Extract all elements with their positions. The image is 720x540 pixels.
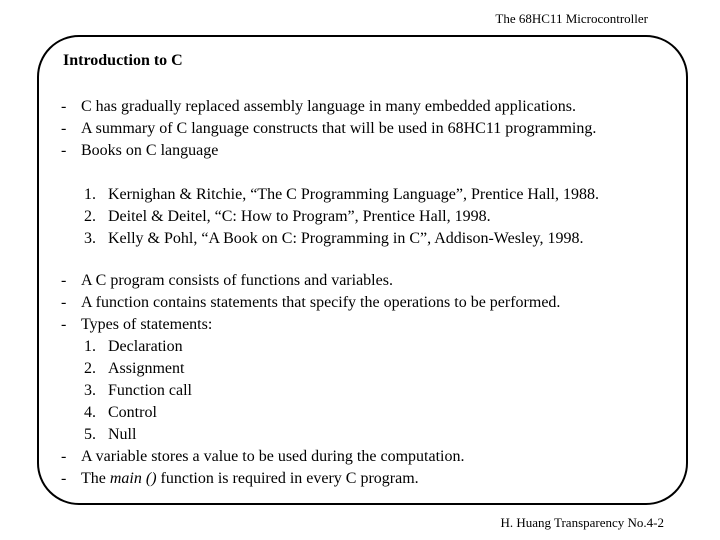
main-line-after: function is required in every C program. <box>156 470 419 487</box>
main-function-emphasis: main () <box>109 470 157 487</box>
main-line-before: The <box>81 470 110 487</box>
slide-title: Introduction to C <box>63 52 183 69</box>
running-header: The 68HC11 Microcontroller <box>495 11 648 26</box>
slide-footer: H. Huang Transparency No.4-2 <box>500 515 664 530</box>
